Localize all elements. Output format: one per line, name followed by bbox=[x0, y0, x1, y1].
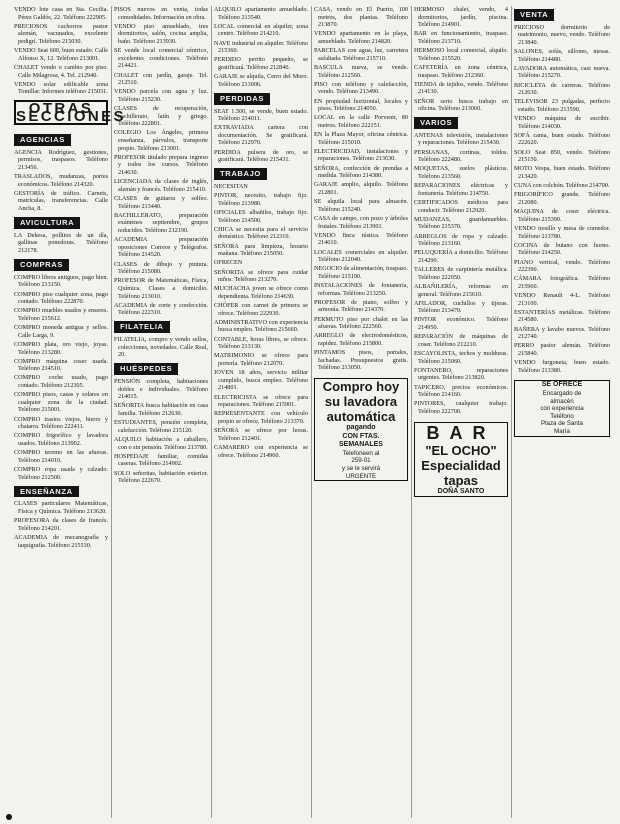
classified-ad: NEGOCIO de alimentación, traspaso. Teléfono 215190. bbox=[314, 265, 408, 280]
classified-ad: ALQUILO habitación a caballero, con o sin pensión. Teléfono 213780. bbox=[114, 435, 208, 451]
classified-ad: SALONES, sofás, sillones, mesas. Teléfono 214480. bbox=[514, 47, 610, 63]
ad-line: DOÑA SANTO bbox=[437, 487, 485, 495]
classified-ad: PISO con teléfono y calefacción, vendo. Teléfono 213490. bbox=[314, 80, 408, 96]
classified-ad: FONTANERO, reparaciones urgentes. Teléfono 213820. bbox=[414, 366, 508, 382]
classified-ad: ANTENAS televisión, instalaciones y reparaciones. Teléfono 215430. bbox=[414, 131, 508, 147]
classified-ad: CHÓFER con carnet de primera se ofrece. Teléfono 222930. bbox=[214, 302, 308, 317]
classified-ad: SOLO señoritas, habitación exterior. Teléfono 222670. bbox=[114, 469, 208, 485]
classified-ad: PERMUTO piso por chalet en las afueras. Teléfono 222560. bbox=[314, 315, 408, 331]
ad-line: "EL OCHO" bbox=[425, 442, 497, 458]
ad-line: Teléfono bbox=[550, 412, 574, 420]
classified-ad: CHALET con jardín, garaje. Tel. 212510. bbox=[114, 71, 208, 87]
classified-ad: SEÑORITA busca habitación en casa familia. Teléfono 212630. bbox=[114, 402, 208, 417]
classified-ad: COMPRO libros antiguos, pago bien. Teléfono 213150. bbox=[14, 273, 108, 289]
section-heading-row bbox=[114, 318, 208, 336]
section-heading-row bbox=[114, 360, 208, 378]
ad-line: almacén bbox=[550, 397, 574, 405]
classified-ad: PIANO vertical, vendo. Teléfono 222390. bbox=[514, 258, 610, 274]
classified-ad: SEAT 1.500, se vende, buen estado. Teléfono 214011. bbox=[214, 107, 308, 123]
classified-ad: PRECIOSO dormitorio de matrimonio, nuevo, vendo. Teléfono 213840. bbox=[514, 23, 610, 46]
classified-ad: COMPRO ropa usada y calzado. Teléfono 212500. bbox=[14, 465, 108, 481]
ad-line: pagando bbox=[346, 424, 376, 431]
section-heading-row bbox=[514, 6, 610, 24]
classified-ad: CLASES particulares Matemáticas, Física y Química. Teléfono 213620. bbox=[14, 500, 108, 515]
classified-ad: ESTANTERÍAS metálicas. Teléfono 214580. bbox=[514, 308, 610, 324]
column-1 bbox=[14, 6, 126, 818]
ad-line: y se le servirá bbox=[341, 464, 381, 472]
classified-ad: GARAJE se alquila, Cerro del Moro. Teléfono 213006. bbox=[214, 73, 308, 88]
classified-ad: COMPRO piso cualquier zona, pago contado. Teléfono 222870. bbox=[14, 290, 108, 306]
classified-ad: JOVEN 18 años, servicio militar cumplido, busca empleo. Teléfono 214801. bbox=[214, 369, 308, 392]
classified-ad: CLASES de dibujo y pintura. Teléfono 215080. bbox=[114, 260, 208, 276]
classified-ad: LA Dehesa, pollitos de un día, gallinas ponedoras. Teléfono 212178. bbox=[14, 231, 108, 254]
classified-ad: PELUQUERÍA a domicilio. Teléfono 214290. bbox=[414, 249, 508, 264]
section-heading-row bbox=[214, 90, 308, 108]
classified-ad: TIENDA de tejidos, vendo. Teléfono 214130. bbox=[414, 80, 508, 96]
classified-ad: MATRIMONIO se ofrece para portería. Teléfono 212070. bbox=[214, 352, 308, 368]
classified-ad: GESTORÍA de tráfico. Carnets, matrículas, transferencias. Calle Ancha, 8. bbox=[14, 189, 108, 213]
classified-ad: TRASLADOS, mudanzas, portes económicos. Teléfono 214320. bbox=[14, 173, 108, 188]
classified-ad: PINTOR, necesito, trabajo fijo. Teléfono 213980. bbox=[214, 192, 308, 207]
classified-ad: HERMOSO local comercial, alquilo. Teléfono 215520. bbox=[414, 47, 508, 62]
classified-ad: LAVADORA automática, casi nueva. Teléfono 215270. bbox=[514, 64, 610, 80]
classified-ad: OFRECEN bbox=[214, 259, 243, 267]
classified-ad: CÁMARA fotográfica. Teléfono 215960. bbox=[514, 275, 610, 290]
classified-ad: ACADEMIA preparación oposiciones Correos y Telégrafos. Teléfono 214520. bbox=[114, 236, 208, 259]
classified-ad: AFILADOR, cuchillos y tijeras. Teléfono 213470. bbox=[414, 299, 508, 315]
classified-ad: CAMARERO con experiencia se ofrece. Teléfono 214960. bbox=[214, 443, 308, 459]
section-heading: TRABAJO bbox=[214, 168, 267, 180]
classified-ad: SOLO Seat 850, vendo. Teléfono 215150. bbox=[514, 148, 610, 164]
section-heading-row bbox=[14, 131, 108, 149]
classified-ad: COMPRO muebles usados y enseres. Teléfono 215612. bbox=[14, 307, 108, 322]
classified-ad: BICICLETA de carreras. Teléfono 212630. bbox=[514, 81, 610, 97]
ad-line: Encargado de bbox=[542, 390, 582, 397]
classified-ad: COMPRO terreno en las afueras. Teléfono 214010. bbox=[14, 449, 108, 464]
classified-ad: EN la Plaza Mayor, oficina céntrica. Teléfono 215010. bbox=[314, 131, 408, 146]
classified-ad: COCINA de butano con horno. Teléfono 214250. bbox=[514, 241, 610, 257]
section-heading: COMPRAS bbox=[14, 259, 69, 271]
classified-ad: SEÑORA, confección de prendas a medida. Teléfono 214380. bbox=[314, 164, 408, 180]
classified-ad: COLEGIO Los Ángeles, primera enseñanza, párvulos, transporte propio. Teléfono 213001. bbox=[114, 129, 208, 152]
classified-ad: EN propiedad horizontal, locales y pisos. Teléfono 214050. bbox=[314, 97, 408, 113]
classified-ad: HERMOSO chalet, vendo, 4 dormitorios, jardín, piscina. Teléfono 214901. bbox=[414, 6, 508, 29]
ad-line: 259-01 bbox=[351, 457, 371, 465]
ad-line: SE OFRECE bbox=[541, 381, 583, 389]
page-bullet bbox=[6, 814, 12, 820]
classified-ad: CLASES de recuperación, bachillerato, latín y griego. Teléfono 222801. bbox=[114, 105, 208, 128]
classified-ad: VENDO solar edificable zona Tomillar. Informes teléfono 215031. bbox=[14, 80, 108, 96]
ad-line: URGENTE bbox=[345, 472, 377, 480]
classified-ad: ELECTRICIDAD, instalaciones y reparaciones. Teléfono 213630. bbox=[314, 147, 408, 163]
classifieds-page bbox=[14, 6, 610, 818]
classified-ad: PROFESOR de piano, solfeo y armonía. Teléfono 214370. bbox=[314, 298, 408, 314]
classified-ad: PINTOR económico. Teléfono 214950. bbox=[414, 316, 508, 332]
classified-ad: MOTO Vespa, buen estado. Teléfono 213420. bbox=[514, 165, 610, 181]
classified-ad: ARREGLOS de ropa y calzado. Teléfono 213160. bbox=[414, 232, 508, 248]
classified-ad: VENDO furgoneta, buen estado. Teléfono 213380. bbox=[514, 359, 610, 374]
classified-ad: ESTUDIANTES, pensión completa, calefacción. Teléfono 215120. bbox=[114, 419, 208, 434]
classified-ad: VENDO máquina de escribir. Teléfono 214030. bbox=[514, 115, 610, 130]
classified-ad: COMPRO máquina coser usada. Teléfono 214510. bbox=[14, 357, 108, 373]
classified-ad: PROFESOR titulado prepara ingreso y todos los cursos. Teléfono 214630. bbox=[114, 153, 208, 177]
classified-ad: PERSIANAS, cortinas, toldos. Teléfono 222480. bbox=[414, 148, 508, 164]
classified-ad: ADMINISTRATIVO con experiencia busca empleo. Teléfono 215660. bbox=[214, 318, 308, 334]
section-heading: FILATELIA bbox=[114, 321, 170, 333]
ad-line: automática bbox=[326, 409, 396, 424]
classified-ad: REPARACIÓN de máquinas de coser. Teléfono 212210. bbox=[414, 333, 508, 348]
classified-ad: SEÑOR serio busca trabajo en oficina. Teléfono 213060. bbox=[414, 97, 508, 113]
classified-ad: INSTALACIONES de fontanería, reformas. Teléfono 213250. bbox=[314, 282, 408, 297]
classified-ad: GARAJE amplio, alquilo. Teléfono 212801. bbox=[314, 181, 408, 196]
classified-ad: VENDO apartamento en la playa, amueblado. Teléfono 214820. bbox=[314, 30, 408, 45]
classified-ad: ELECTRICISTA se ofrece para reparaciones. Teléfono 215901. bbox=[214, 393, 308, 409]
classified-ad: CHALET vendo o cambio por piso. Calle Milagrosa, 4. Tel. 212940. bbox=[14, 63, 108, 79]
section-heading: ENSEÑANZA bbox=[14, 486, 79, 498]
classified-ad: VENDO parcela con agua y luz. Teléfono 215230. bbox=[114, 88, 208, 103]
section-header-otras-secciones: OTRAS SECCIONES bbox=[16, 99, 126, 125]
classified-ad: LOCAL en la calle Porvenir, 80 metros. Teléfono 222151. bbox=[314, 114, 408, 129]
classified-ad: LICENCIADA da clases de inglés, alemán y francés. Teléfono 215410. bbox=[114, 178, 208, 193]
classified-ad: BAÑERA y lavabo nuevos. Teléfono 212740. bbox=[514, 325, 610, 341]
classified-ad: MUDANZAS, guardamuebles. Teléfono 215370. bbox=[414, 215, 508, 231]
ad-line: SEMANALES bbox=[339, 441, 383, 449]
classified-ad: CLASES de guitarra y solfeo. Teléfono 213440. bbox=[114, 195, 208, 210]
column-6 bbox=[514, 6, 610, 818]
classified-ad: ALBAÑILERÍA, reformas en general. Teléfono 215610. bbox=[414, 282, 508, 298]
section-heading-row bbox=[414, 114, 508, 132]
ad-line: su lavadora bbox=[324, 394, 398, 409]
classified-ad: SEÑORA para limpieza, horario mañana. Teléfono 215050. bbox=[214, 242, 308, 258]
classified-ad: SE alquila local para almacén. Teléfono 215240. bbox=[314, 198, 408, 213]
column-4 bbox=[314, 6, 408, 818]
classified-ad: CUNA con colchón. Teléfono 214700. bbox=[514, 182, 610, 190]
classified-ad: SOFÁ cama, buen estado. Teléfono 222620. bbox=[514, 131, 610, 147]
classified-ad: VENDO Renault 4-L. Teléfono 213100. bbox=[514, 292, 610, 307]
classified-ad: NECESITAN bbox=[214, 183, 248, 191]
classified-ad: COMPRO coche usado, pago contado. Teléfono 212305. bbox=[14, 374, 108, 390]
classified-ad: COMPRO frigorífico y lavadora usados. Teléfono 213902. bbox=[14, 432, 108, 447]
section-heading-row bbox=[14, 256, 108, 274]
classified-ad: SEÑORITA se ofrece para cuidar niños. Teléfono 213270. bbox=[214, 268, 308, 284]
classified-ad: PROFESORA da clases de francés. Teléfono 214201. bbox=[14, 517, 108, 532]
classified-ad: PROFESOR de Matemáticas, Física, Química. Clases a domicilio. Teléfono 213010. bbox=[114, 277, 208, 300]
section-heading-row bbox=[14, 214, 108, 232]
ad-line: María bbox=[554, 427, 570, 435]
classified-ad: NAVE industrial en alquiler. Teléfono 215360. bbox=[214, 39, 308, 55]
classified-ad: CASA de campo, con pozo y árboles frutales. Teléfono 213901. bbox=[314, 214, 408, 230]
classified-ad: PARCELAS con agua, luz, carretera asfaltada. Teléfono 215710. bbox=[314, 47, 408, 62]
classified-ad: LOCALES comerciales en alquiler. Teléfono 212040. bbox=[314, 248, 408, 264]
classified-ad: PINTORES, cualquier trabajo. Teléfono 222700. bbox=[414, 400, 508, 415]
classified-ad: PENSIÓN completa, habitaciones dobles e individuales. Teléfono 214015. bbox=[114, 378, 208, 401]
classified-ad: SE vende local comercial céntrico, excelentes condiciones. Teléfono 214421. bbox=[114, 47, 208, 70]
classified-ad: FILATELIA, compro y vendo sellos, colecciones, novedades. Calle Real, 20. bbox=[114, 336, 208, 359]
classified-ad: ACADEMIA de mecanografía y taquigrafía. Teléfono 215530. bbox=[14, 533, 108, 549]
classified-ad: REPARACIONES eléctricas y fontanería. Teléfono 214750. bbox=[414, 182, 508, 197]
section-heading: PERDIDAS bbox=[214, 93, 270, 105]
classified-ad: REPRESENTANTE con vehículo propio se ofrece. Teléfono 213370. bbox=[214, 410, 308, 425]
classified-ad: CERTIFICADOS médicos para conducir. Teléfono 212920. bbox=[414, 199, 508, 214]
column-2 bbox=[114, 6, 208, 818]
classified-ad: BASCULA nueva, se vende. Teléfono 212560. bbox=[314, 63, 408, 79]
classified-ad: ESCAYOLISTA, techos y molduras. Teléfono 215060. bbox=[414, 350, 508, 365]
section-heading: VENTA bbox=[514, 9, 554, 21]
classified-ad: VENDO Seat 600, buen estado. Calle Alfonso X, 12. Teléfono 213001. bbox=[14, 47, 108, 62]
classified-ad: ARREGLO de electrodomésticos, rapidez. Teléfono 215800. bbox=[314, 332, 408, 348]
section-heading-row bbox=[214, 165, 308, 183]
classified-ad: ACADEMIA de corte y confección. Teléfono 222310. bbox=[114, 301, 208, 317]
ad-line: con experiencia bbox=[540, 405, 584, 413]
ad-line: BAR bbox=[426, 422, 496, 443]
classified-ad: VENDO tresillo y mesa de comedor. Teléfono 213780. bbox=[514, 224, 610, 240]
classified-ad: BACHILLERATO, preparación exámenes septiembre, grupos reducidos. Teléfono 212190. bbox=[114, 211, 208, 234]
classified-ad: VENDO piso amueblado, tres dormitorios, salón, cocina amplia, baño. Teléfono 213930. bbox=[114, 22, 208, 45]
column-3 bbox=[214, 6, 308, 818]
classified-ad: COMPRO pisos, casas y solares en cualquier zona de la ciudad. Teléfono 215001. bbox=[14, 391, 108, 414]
classified-ad: OFICIALES albañiles, trabajo fijo. Teléfono 214500. bbox=[214, 209, 308, 224]
classified-ad: AGENCIA Rodríguez, gestiones, permisos, traspasos. Teléfono 213456. bbox=[14, 148, 108, 171]
classified-ad: BAR en funcionamiento, traspaso. Teléfono 213710. bbox=[414, 30, 508, 45]
column-5 bbox=[414, 6, 508, 818]
classified-ad: SEÑORA se ofrece por horas. Teléfono 212401. bbox=[214, 427, 308, 442]
ad-line: Plaza de Santa bbox=[541, 420, 583, 428]
section-heading: AVICULTURA bbox=[14, 217, 80, 229]
classified-ad: PERDIDA pulsera de oro, se gratificará. Teléfono 215431. bbox=[214, 148, 308, 164]
display-advertisement bbox=[414, 422, 508, 498]
classified-ad: COMPRO trastos viejos, hierro y chatarra. Teléfono 222411. bbox=[14, 415, 108, 431]
display-advertisement bbox=[314, 378, 408, 481]
classified-ad: MÁQUINA de coser eléctrica. Teléfono 215390. bbox=[514, 208, 610, 223]
classified-ad: FRIGORÍFICO grande. Teléfono 212080. bbox=[514, 191, 610, 206]
classified-ad: COMPRO plata, oro viejo, joyas. Teléfono 213280. bbox=[14, 340, 108, 356]
classified-ad: EXTRAVIADA cartera con documentación. Se gratificará. Teléfono 212970. bbox=[214, 124, 308, 147]
classified-ad: HOSPEDAJE familiar, comidas caseras. Teléfono 214902. bbox=[114, 452, 208, 468]
ad-line: Compro hoy bbox=[322, 379, 400, 394]
classified-ad: CHICA se necesita para el servicio doméstico. Teléfono 212310. bbox=[214, 225, 308, 241]
ad-line: CON FTAS. bbox=[342, 432, 380, 440]
section-heading-row bbox=[14, 483, 108, 501]
section-heading: VARIOS bbox=[414, 117, 458, 129]
classified-ad: PINTAMOS pisos, portales, fachadas. Presupuestos gratis. Teléfono 213050. bbox=[314, 349, 408, 372]
classified-ad: COMPRO moneda antigua y sellos. Calle Larga, 9. bbox=[14, 324, 108, 339]
classified-ad: MUCHACHA joven se ofrece como dependienta. Teléfono 214630. bbox=[214, 285, 308, 300]
classified-ad: CASA, vendo en El Puerto, 100 metros, dos plantas. Teléfono 213870. bbox=[314, 6, 408, 29]
classified-ad: ALQUILO apartamento amueblado. Teléfono 213540. bbox=[214, 6, 308, 21]
classified-ad: TAPICERO, precios económicos. Teléfono 214160. bbox=[414, 383, 508, 399]
ad-line: Especialidad tapas bbox=[421, 457, 501, 488]
classified-ad: PERRO pastor alemán. Teléfono 215840. bbox=[514, 342, 610, 358]
classified-ad: TELEVISOR 23 pulgadas, perfecto estado. Teléfono 213590. bbox=[514, 98, 610, 113]
classified-ad: CAFETERÍA en zona céntrica, traspaso. Teléfono 212360. bbox=[414, 63, 508, 79]
classified-ad: VENDO lote casa en Sta. Cecilia. Pérez Galdós, 22. Teléfono 222905. bbox=[14, 6, 108, 21]
classified-ad: TALLERES de carpintería metálica. Teléfono 222050. bbox=[414, 266, 508, 281]
classified-ad: PERDIDO perrito pequeño, se gratificará. Teléfono 212840. bbox=[214, 56, 308, 71]
classified-ad: PISOS nuevos en venta, todas comodidades. Información en obra. bbox=[114, 6, 208, 21]
ad-line: Telefoneen al bbox=[342, 449, 380, 457]
classified-ad: VENDO finca rústica. Teléfono 214610. bbox=[314, 231, 408, 247]
section-heading: AGENCIAS bbox=[14, 134, 71, 146]
section-heading: HUÉSPEDES bbox=[114, 363, 178, 375]
display-advertisement bbox=[514, 380, 610, 436]
classified-ad: LOCAL comercial en alquiler, zona centro. Teléfono 214210. bbox=[214, 22, 308, 38]
classified-ad: CONTABLE, horas libres, se ofrece. Teléfono 213130. bbox=[214, 335, 308, 351]
classified-ad: PRECIOSOS cachorros pastor alemán, vacunados, excelente pedigrí. Teléfono 215030. bbox=[14, 22, 108, 45]
classified-ad: MOQUETAS, suelos plásticos. Teléfono 213560. bbox=[414, 165, 508, 181]
